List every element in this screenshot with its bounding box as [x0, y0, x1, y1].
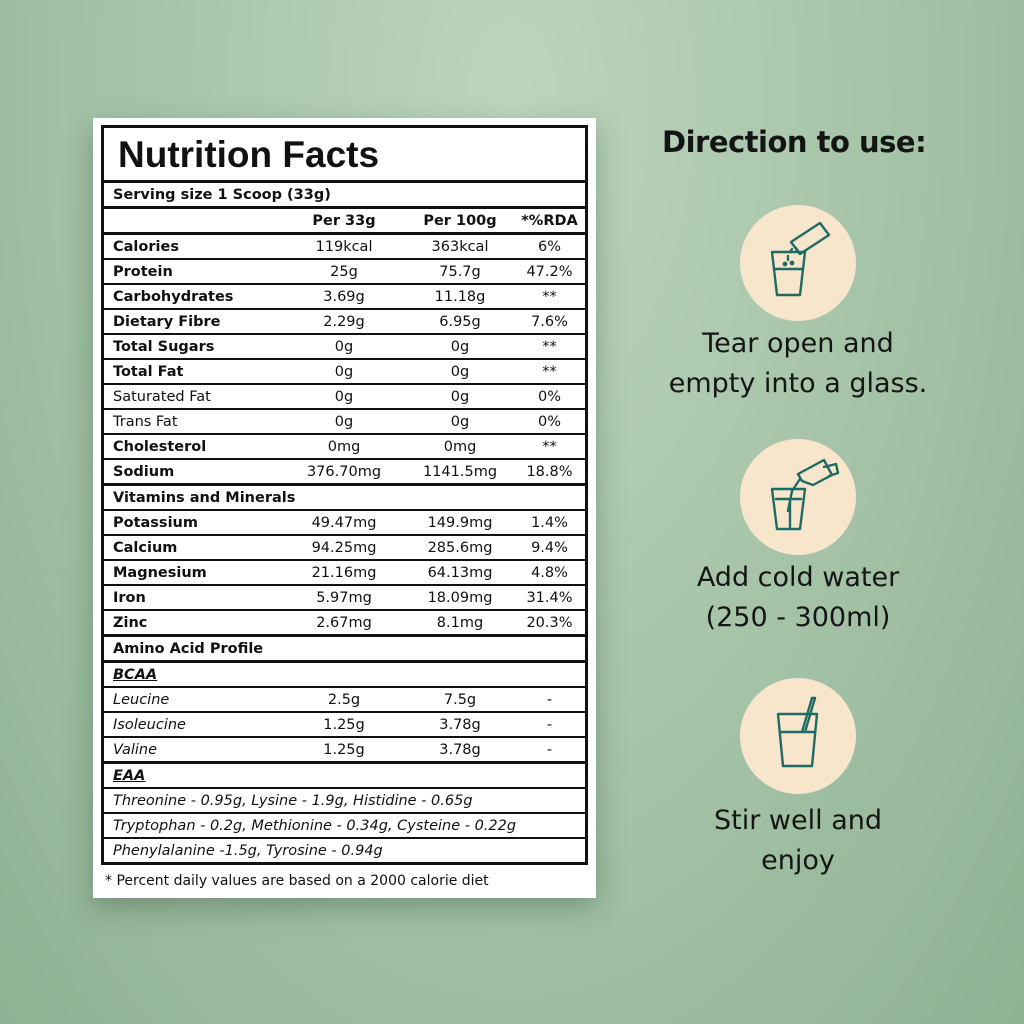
step-1-line-1: Tear open and: [702, 328, 894, 359]
value-rda: **: [542, 363, 557, 380]
step-3-line-2: enjoy: [761, 845, 835, 876]
value-rda: 4.8%: [531, 564, 568, 581]
value-per-33g: 25g: [330, 263, 358, 280]
value-rda: 1.4%: [531, 514, 568, 531]
table-row: [104, 310, 585, 335]
value-rda: 47.2%: [526, 263, 573, 280]
eaa-line: [104, 814, 585, 839]
header-per-33g: Per 33g: [312, 212, 376, 229]
table-row: [104, 360, 585, 385]
eaa-text: Tryptophan - 0.2g, Methionine - 0.34g, Cysteine - 0.22g: [113, 817, 517, 834]
vitamins-heading: Vitamins and Minerals: [113, 489, 296, 506]
value-per-33g: 5.97mg: [316, 589, 372, 606]
nutrient-name: Dietary Fibre: [113, 313, 221, 330]
value-per-33g: 2.67mg: [316, 614, 372, 631]
value-per-100g: 18.09mg: [427, 589, 493, 606]
table-row: [104, 713, 585, 738]
value-per-100g: 0g: [450, 413, 470, 430]
step-2-circle: [740, 439, 856, 555]
value-per-33g: 376.70mg: [306, 463, 382, 480]
table-row: [104, 235, 585, 260]
value-rda: -: [546, 691, 553, 708]
step-3-line-1: Stir well and: [714, 805, 882, 836]
value-per-100g: 1141.5mg: [422, 463, 498, 480]
subsection-heading-row: [104, 764, 585, 789]
value-per-100g: 75.7g: [439, 263, 481, 280]
value-per-100g: 0mg: [443, 438, 477, 455]
serving-size-row: [104, 183, 585, 209]
table-row: [104, 385, 585, 410]
value-per-33g: 1.25g: [323, 716, 365, 733]
value-rda: 7.6%: [531, 313, 568, 330]
nutrient-name: Protein: [113, 263, 173, 280]
nutrient-name: Calcium: [113, 539, 178, 556]
nutrient-name: Cholesterol: [113, 438, 207, 455]
value-per-33g: 0g: [334, 363, 354, 380]
table-row: [104, 738, 585, 764]
value-rda: 9.4%: [531, 539, 568, 556]
value-per-100g: 0g: [450, 338, 470, 355]
table-row: [104, 260, 585, 285]
value-rda: -: [546, 716, 553, 733]
nutrient-name: Potassium: [113, 514, 198, 531]
amino-name: Isoleucine: [113, 716, 186, 733]
value-per-33g: 0mg: [327, 438, 361, 455]
amino-acid-heading: Amino Acid Profile: [113, 640, 264, 657]
value-per-33g: 2.5g: [327, 691, 361, 708]
eaa-text: Threonine - 0.95g, Lysine - 1.9g, Histidine - 0.65g: [113, 792, 473, 809]
subsection-heading-row: [104, 663, 585, 688]
eaa-text: Phenylalanine -1.5g, Tyrosine - 0.94g: [113, 842, 383, 859]
table-row: [104, 460, 585, 486]
table-row: [104, 611, 585, 637]
table-row: [104, 435, 585, 460]
table-row: [104, 536, 585, 561]
step-3-text: [648, 801, 948, 881]
section-heading-row: [104, 637, 585, 663]
nutrient-name: Total Sugars: [113, 338, 215, 355]
value-rda: 20.3%: [526, 614, 573, 631]
table-row: [104, 688, 585, 713]
nutrient-name: Total Fat: [113, 363, 184, 380]
table-row: [104, 285, 585, 310]
rda-footnote: * Percent daily values are based on a 2000 calorie diet: [105, 873, 489, 889]
value-per-100g: 6.95g: [439, 313, 481, 330]
directions-title: Direction to use:: [662, 125, 927, 159]
nutrition-facts-table: [101, 125, 588, 865]
value-rda: 6%: [537, 238, 561, 255]
sachet-pour-glass-icon: [740, 205, 856, 321]
table-row: [104, 586, 585, 611]
nutrient-name: Saturated Fat: [113, 388, 211, 405]
value-per-33g: 94.25mg: [311, 539, 377, 556]
value-per-100g: 3.78g: [439, 741, 481, 758]
nutrient-name: Calories: [113, 238, 179, 255]
table-row: [104, 511, 585, 536]
value-rda: 0%: [537, 388, 561, 405]
bcaa-heading: BCAA: [113, 666, 158, 683]
value-per-33g: 119kcal: [315, 238, 373, 255]
step-1-line-2: empty into a glass.: [668, 368, 928, 399]
table-row: [104, 410, 585, 435]
value-per-100g: 11.18g: [434, 288, 486, 305]
value-per-100g: 285.6mg: [427, 539, 493, 556]
value-per-33g: 0g: [334, 388, 354, 405]
serving-size: Serving size 1 Scoop (33g): [113, 186, 331, 203]
jug-pour-water-icon: [740, 439, 856, 555]
nutrient-name: Iron: [113, 589, 146, 606]
step-2-line-1: Add cold water: [696, 562, 900, 593]
step-2-line-2: (250 - 300ml): [705, 602, 891, 633]
eaa-line: [104, 789, 585, 814]
value-per-100g: 0g: [450, 363, 470, 380]
nutrition-title: Nutrition Facts: [104, 128, 585, 183]
value-rda: 18.8%: [526, 463, 573, 480]
nutrient-name: Zinc: [113, 614, 148, 631]
step-3-circle: [740, 678, 856, 794]
nutrient-name: Carbohydrates: [113, 288, 234, 305]
eaa-line: [104, 839, 585, 862]
value-rda: **: [542, 288, 557, 305]
value-per-33g: 0g: [334, 413, 354, 430]
value-per-100g: 149.9mg: [427, 514, 493, 531]
eaa-heading: EAA: [113, 767, 146, 784]
value-per-33g: 2.29g: [323, 313, 365, 330]
nutrient-name: Trans Fat: [113, 413, 178, 430]
value-rda: 0%: [537, 413, 561, 430]
value-per-33g: 21.16mg: [311, 564, 377, 581]
value-per-33g: 49.47mg: [311, 514, 377, 531]
value-rda: -: [546, 741, 553, 758]
nutrition-label-card: [93, 118, 596, 898]
value-per-33g: 1.25g: [323, 741, 365, 758]
header-per-100g: Per 100g: [423, 212, 497, 229]
nutrient-name: Magnesium: [113, 564, 207, 581]
value-per-33g: 3.69g: [323, 288, 365, 305]
section-heading-row: [104, 486, 585, 511]
table-row: [104, 561, 585, 586]
value-per-33g: 0g: [334, 338, 354, 355]
nutrient-name: Sodium: [113, 463, 175, 480]
table-row: [104, 335, 585, 360]
value-rda: **: [542, 338, 557, 355]
amino-name: Leucine: [113, 691, 170, 708]
step-1-circle: [740, 205, 856, 321]
column-header-row: [104, 209, 585, 235]
value-per-100g: 7.5g: [443, 691, 477, 708]
value-per-100g: 3.78g: [439, 716, 481, 733]
header-rda: *%RDA: [521, 212, 578, 229]
amino-name: Valine: [113, 741, 158, 758]
step-2-text: [648, 558, 948, 638]
value-per-100g: 0g: [450, 388, 470, 405]
value-per-100g: 8.1mg: [436, 614, 484, 631]
value-per-100g: 363kcal: [431, 238, 489, 255]
glass-with-straw-icon: [740, 678, 856, 794]
step-1-text: [648, 324, 948, 404]
value-per-100g: 64.13mg: [427, 564, 493, 581]
value-rda: **: [542, 438, 557, 455]
value-rda: 31.4%: [526, 589, 573, 606]
